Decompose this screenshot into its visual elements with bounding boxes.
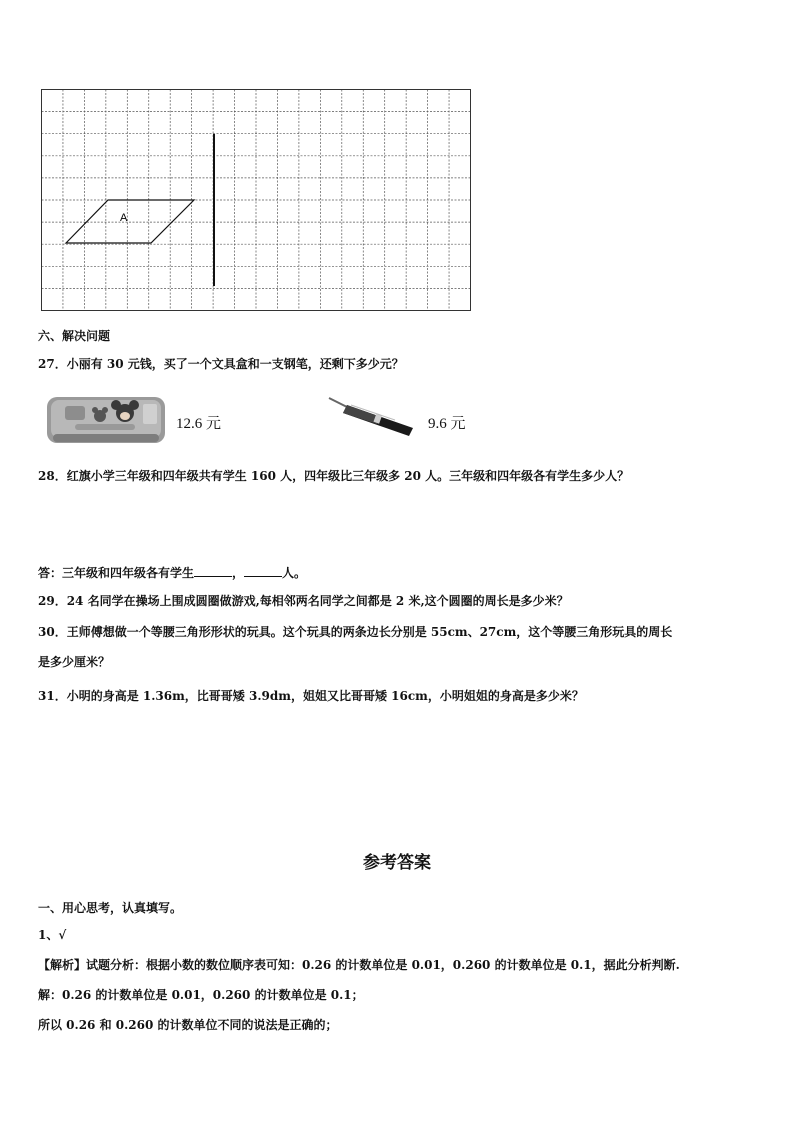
answer-blank-grade3[interactable] [194,564,232,577]
pen-icon [325,392,419,440]
shape-label-a: A [120,212,128,224]
question-30-line2: 是多少厘米？ [38,655,111,669]
answer-1-solution: 解：0.26 的计数单位是 0.01，0.260 的计数单位是 0.1； [38,988,364,1002]
pen-price: 9.6 元 [428,416,466,432]
question-31: 31．小明的身高是 1.36m，比哥哥矮 3.9dm，姐姐又比哥哥矮 16cm，小明姐姐的身高是多少米？ [38,689,584,703]
question-28-answer [38,564,306,581]
section-6-heading: 六、解决问题 [38,329,111,343]
question-30-line1: 30．王师傅想做一个等腰三角形形状的玩具。这个玩具的两条边长分别是 55cm、27cm，这个等腰三角形玩具的周长 [38,625,673,639]
parallelogram-a [66,200,194,243]
question-27: 27．小丽有 30 元钱，买了一个文具盒和一支钢笔，还剩下多少元？ [38,357,404,371]
answer-blank-grade4[interactable] [244,564,282,577]
grid-figure [40,88,472,312]
answer-1-analysis: 【解析】试题分析：根据小数的数位顺序表可知：0.26 的计数单位是 0.01，0.260 的计数单位是 0.1，据此分析判断. [38,958,680,972]
answer-suffix: 人。 [282,566,307,580]
grid-lines [42,90,471,311]
pencil-case-icon [45,394,167,448]
question-29: 29．24 名同学在操场上围成圆圈做游戏,每相邻两名同学之间都是 2 米,这个圆圈的周长是多少米？ [38,594,569,608]
pencil-case-price: 12.6 元 [176,416,222,432]
answer-1-conclusion: 所以 0.26 和 0.260 的计数单位不同的说法是正确的； [38,1018,338,1032]
answer-prefix: 答：三年级和四年级各有学生 [38,566,195,580]
answers-section-1: 一、用心思考，认真填写。 [38,901,183,915]
answers-title: 参考答案 [363,853,431,873]
answer-separator: ， [232,566,245,580]
question-28: 28．红旗小学三年级和四年级共有学生 160 人，四年级比三年级多 20 人。三年级和四年级各有学生多少人？ [38,469,630,483]
answer-1: 1、√ [38,928,67,942]
